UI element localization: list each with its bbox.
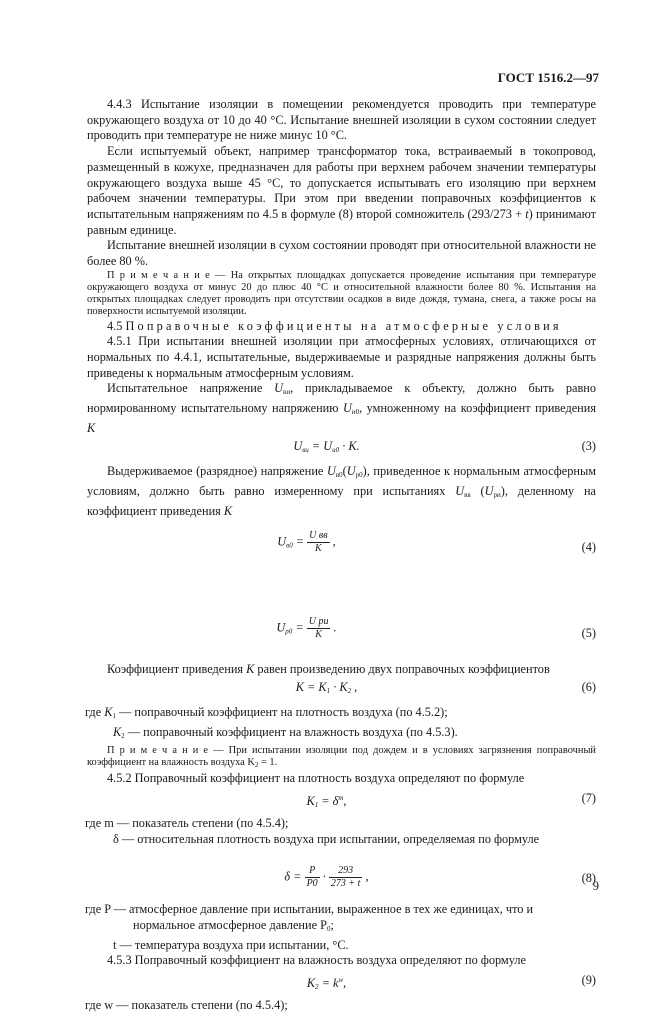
equation-number: (8) (581, 871, 596, 886)
equation-4 (87, 530, 596, 564)
eq-sign: = (318, 976, 333, 991)
heading-number: 4.5 (107, 318, 123, 333)
where-clause-k (85, 705, 596, 744)
eq-sub: р0 (285, 626, 293, 635)
text: , приведенное к нормальным атмосферным условиям, должно быть равно измеренному при испытаниях (87, 464, 596, 499)
equation-9 (87, 973, 596, 995)
equation-body: δ = $\frac{P}{P0}$ · $\frac{293}{273 + t}$ , (284, 865, 369, 890)
text: — поправочный коэффициент на плотность воздуха (по 4.5.2); (115, 705, 448, 720)
eq-sup: w (338, 976, 344, 985)
where-t: t — температура воздуха при испытании, °С. (113, 937, 349, 952)
fraction-denominator: K (315, 628, 322, 640)
eq-sub: в0 (286, 540, 293, 549)
eq-sign: = (318, 793, 333, 808)
note-2: П р и м е ч а н и е — При испытании изоляции под дождем и в условиях загрязнения поправочный коэффициент на влажность воздуха $K_2 = 1$. (87, 744, 596, 769)
eq-tail: · K. (339, 439, 360, 454)
note-text: — При испытании изоляции под дождем и в условиях загрязнения поправочный коэффициент на влажность воздуха K (87, 744, 596, 768)
text: , умноженному на коэффициент приведения (359, 401, 596, 416)
document-header: ГОСТ 1516.2—97 (497, 70, 599, 85)
where-m: где m — показатель степени (по 4.5.4); (85, 815, 289, 830)
para-test-voltage: Испытательное напряжение $U_{ви}$, прикладываемое к объекту, должно быть равно нормированному испытательному напряжению $U_{и0}$, умноженному на коэффициент приведения K (87, 381, 596, 435)
eq-term: K (306, 793, 315, 808)
equation-number: (3) (581, 439, 596, 454)
text: равен произведению двух поправочных коэффициентов (254, 661, 550, 676)
eq-term: K (306, 976, 316, 991)
eq-term: U (293, 439, 303, 454)
eq-sub: 1 (326, 687, 331, 696)
where-clause-p (85, 902, 596, 953)
text: Если испытуемый объект, например трансформатор тока, встраиваемый в токопровод, размещенный в кожухе, предназначен для работы при верхнем рабочем значении температуры окружающего воздуха выше 45 °С, то допускается испытывать его изоляцию при верхнем рабочем значении температуры. При этом при введении поправочных коэффициентов к испытательным напряжениям по 4.5 в формуле (8) второй сомножитель (293/273 + (87, 144, 596, 221)
where-k1: где $K_1$ — поправочный коэффициент на плотность воздуха (по 4.5.2); (85, 705, 448, 721)
text: где P — атмосферное давление при испытании, выраженное в тех же единицах, что и нормальное атмосферное давление P (85, 902, 534, 932)
eq-term: U (276, 619, 286, 634)
note-text: = 1. (258, 756, 278, 768)
equation-3 (87, 439, 596, 461)
para-4-4-3: 4.4.3 Испытание изоляции в помещении рекомендуется проводить при температуре окружающего воздуха от 10 до 40 °С. Испытание внешней изоляции в сухом состоянии следует проводить при температуре не ниже минус 10 °С. (87, 97, 596, 143)
para-embedded-object (87, 144, 596, 238)
eq-tail: , (343, 976, 347, 991)
eq-term: k (332, 976, 339, 991)
eq-term: U (277, 533, 287, 548)
eq-sub: 1 (314, 800, 319, 809)
para-4-5-1: 4.5.1 При испытании внешней изоляции при атмосферных условиях, отличающихся от нормальных по 4.4.1, испытательные, выдерживаемые и разрядные напряжения должны быть приведены к нормальным атмосферным условиям. (87, 334, 596, 380)
note-label: П р и м е ч а н и е (107, 744, 209, 756)
page-number: 9 (592, 879, 599, 893)
equation-number: (6) (581, 680, 596, 695)
eq-tail: , (351, 680, 358, 695)
para-4-5-2: 4.5.2 Поправочный коэффициент на плотность воздуха определяют по формуле (107, 771, 525, 786)
para-humidity: Испытание внешней изоляции в сухом состоянии проводят при относительной влажности не более 80 %. (87, 238, 596, 269)
eq-sub: ви (302, 446, 309, 455)
equation-number: (4) (581, 539, 596, 554)
fraction (307, 616, 331, 641)
fraction-numerator: U ри (308, 615, 329, 627)
eq-sub: и0 (332, 446, 340, 455)
fraction-numerator: 293 (329, 865, 363, 878)
document-body (87, 97, 596, 1014)
equation-number: (5) (581, 625, 596, 640)
where-k2: $K_2$ — поправочный коэффициент на влажность воздуха (по 4.5.3). (113, 724, 458, 740)
where-clause-m (85, 816, 596, 847)
eq-term: · K (330, 680, 348, 695)
where-w: где w — показатель степени (по 4.5.4); (85, 998, 288, 1013)
para-4-5-3: 4.5.3 Поправочный коэффициент на влажность воздуха определяют по формуле (107, 953, 526, 968)
var-t: t (525, 206, 529, 221)
var-k: K (87, 420, 96, 435)
heading-text: Поправочные коэффициенты на атмосферные условия (125, 318, 562, 333)
equation-8 (87, 859, 596, 899)
equation-body: $U_{в0}$ = $\frac{\text{U вв}}{K}$ , (277, 529, 336, 554)
text: Коэффициент приведения (107, 661, 247, 676)
text: Испытательное напряжение (107, 381, 275, 396)
eq-term: δ (332, 793, 339, 808)
eq-tail: . (330, 619, 337, 634)
fraction (307, 530, 329, 555)
text: Выдерживаемое (разрядное) напряжение (107, 464, 327, 479)
fraction-denominator: P0 (306, 878, 318, 890)
eq-tail: , (329, 533, 336, 548)
equation-body (87, 973, 566, 996)
eq-tail: , (343, 793, 347, 808)
equation-body (87, 791, 566, 814)
where-delta: δ — относительная плотность воздуха при испытании, определяемая по формуле (113, 831, 540, 846)
equation-number: (9) (581, 973, 596, 988)
equation-body: $U_{р0}$ = $\frac{\text{U ри}}{K}$ . (276, 615, 337, 640)
eq-tail: , (362, 869, 369, 884)
eq-term: K = K (295, 680, 327, 695)
text: ) принимают равным единице. (87, 206, 596, 237)
equation-body (87, 680, 566, 700)
eq-term: U (323, 439, 333, 454)
fraction-numerator: U вв (309, 529, 328, 541)
para-withstand-voltage: Выдерживаемое (разрядное) напряжение $U_{в0}(U_{р0})$, приведенное к нормальным атмосферным условиям, должно быть равно измеренному при испытаниях $U_{вв}$ $(U_{ри})$, деленному на коэффициент приведения K (87, 464, 597, 518)
eq-sub: 2 (315, 983, 319, 992)
fraction-numerator: P (305, 865, 320, 878)
eq-term: δ = (284, 869, 305, 884)
eq-sub: 2 (347, 687, 352, 696)
text: , прикладываемое к объекту, должно быть равно нормированному испытательному напряжению (87, 381, 596, 416)
para-reduction-coef: Коэффициент приведения K равен произведению двух поправочных коэффициентов (107, 661, 550, 676)
note-text: — На открытых площадках допускается проведение испытания при температуре окружающего воздуха от минус 20 до плюс 40 °С и относительной влажности более 80 %. Испытания на открытых площадках следует проводить при отсутствии осадков в виде дождя, тумана, снега, а также росы на поверхности испытуемой изоляции. (87, 269, 596, 318)
equation-5 (87, 616, 596, 650)
eq-sign: = (308, 439, 324, 454)
equation-6 (87, 680, 596, 702)
note-1 (87, 270, 596, 319)
text: — поправочный коэффициент на влажность воздуха (по 4.5.3). (124, 724, 458, 739)
where-p: где P — атмосферное давление при испытании, выраженное в тех же единицах, что и нормальное атмосферное давление $P_0$; (85, 902, 534, 933)
equation-body (87, 439, 566, 459)
text: где (85, 705, 105, 720)
note-label: П р и м е ч а н и е (107, 269, 210, 281)
fraction-p (305, 865, 320, 890)
text: , деленному на коэффициент приведения (87, 484, 597, 518)
equation-7 (87, 791, 596, 813)
eq-sup: m (338, 793, 344, 802)
fraction-denominator: 273 + t (330, 878, 361, 890)
equation-number: (7) (581, 790, 596, 805)
section-heading-4-5 (87, 319, 596, 335)
fraction-temperature (329, 865, 363, 890)
fraction-denominator: K (315, 542, 322, 554)
